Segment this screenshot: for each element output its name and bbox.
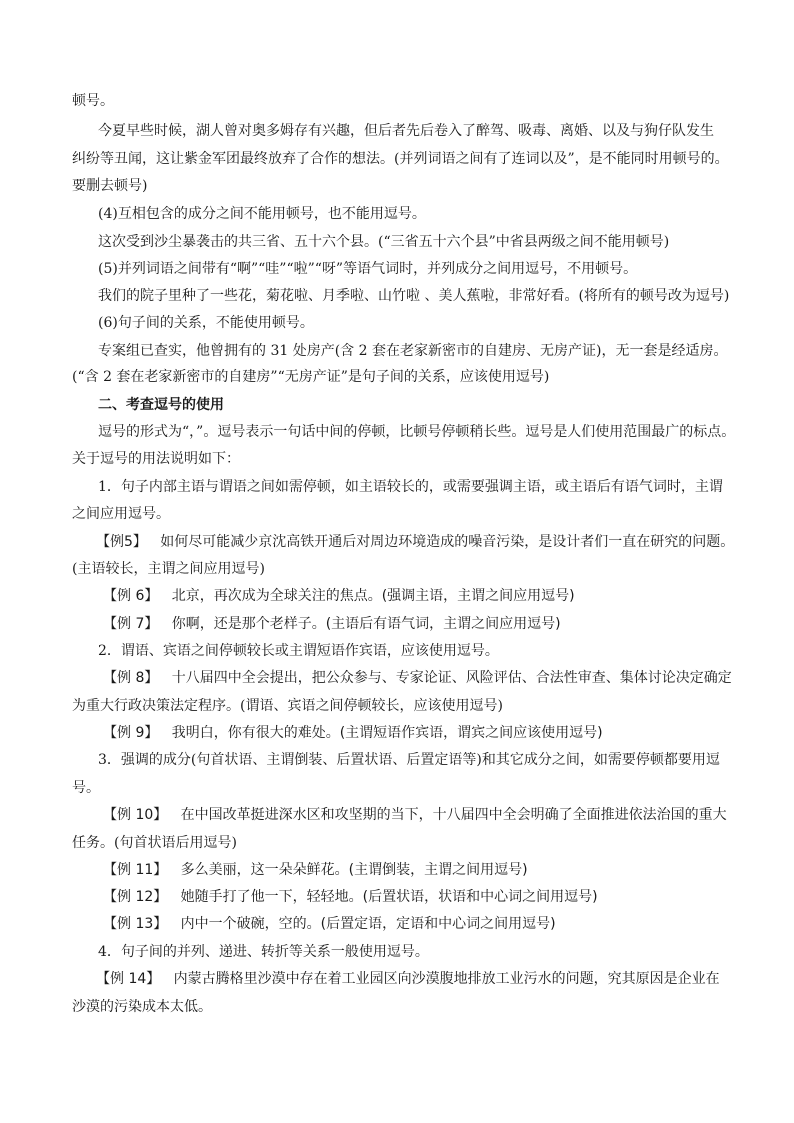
text-line: 之间应用逗号。: [72, 506, 170, 522]
text-line: 2．谓语、宾语之间停顿较长或主谓短语作宾语，应该使用逗号。: [98, 643, 499, 659]
text-line: (4)互相包含的成分之间不能用顿号，也不能用逗号。: [98, 206, 426, 222]
text-line: 关于逗号的用法说明如下：: [72, 451, 240, 467]
text-line: (6)句子间的关系，不能使用顿号。: [98, 315, 314, 331]
example-line: 【例 10】 在中国改革挺进深水区和攻坚期的当下，十八届四中全会明确了全面推进依法治国的重大: [103, 807, 727, 823]
text-line: 任务。(句首状语后用逗号): [72, 835, 237, 851]
example-line: 【例 9】 我明白，你有很大的难处。(主谓短语作宾语，谓宾之间应该使用逗号): [103, 725, 603, 741]
example-line: 【例 12】 她随手打了他一下，轻轻地。(后置状语，状语和中心词之间用逗号): [103, 889, 598, 905]
text-line: 3．强调的成分(句首状语、主谓倒装、后置状语、后置定语等)和其它成分之间，如需要停顿都要用逗: [98, 752, 720, 768]
text-line: 号。: [72, 780, 100, 796]
example-line: 【例 8】 十八届四中全会提出，把公众参与、专家论证、风险评估、合法性审查、集体讨论决定确定: [103, 670, 732, 686]
text-line: (5)并列词语之间带有“啊”“哇”“啦”“呀”等语气词时，并列成分之间用逗号，不用顿号。: [98, 261, 638, 277]
example-line: 【例5】 如何尽可能减少京沈高铁开通后对周边环境造成的噪音污染，是设计者们一直在研究的问题。: [96, 534, 735, 550]
section-heading: 二、考查逗号的使用: [98, 397, 224, 413]
example-line: 【例 11】 多么美丽，这一朵朵鲜花。(主谓倒装，主谓之间用逗号): [103, 862, 528, 878]
text-line: 逗号的形式为“，”。逗号表示一句话中间的停顿，比顿号停顿稍长些。逗号是人们使用范围最广的标点。: [98, 424, 736, 440]
text-line: 要删去顿号): [72, 178, 148, 194]
example-line: 【例 14】 内蒙古腾格里沙漠中存在着工业园区向沙漠腹地排放工业污水的问题，究其原因是企业在: [96, 971, 720, 987]
text-line: 顿号。: [72, 93, 114, 109]
text-line: 纠纷等丑闻，这让紫金军团最终放弃了合作的想法。(并列词语之间有了连词以及”，是不能同时用顿号的。: [72, 151, 729, 167]
text-line: (主语较长，主谓之间应用逗号): [72, 561, 265, 577]
example-line: 【例 13】 内中一个破碗，空的。(后置定语，定语和中心词之间用逗号): [103, 916, 556, 932]
text-line: 专案组已查实，他曾拥有的 31 处房产(含 2 套在老家新密市的自建房、无房产证)，无一套是经适房。: [98, 343, 728, 359]
text-line: 1．句子内部主语与谓语之间如需停顿，如主语较长的，或需要强调主语，或主语后有语气词时，主谓: [98, 479, 723, 495]
text-line: (“含 2 套在老家新密市的自建房”“无房产证”是句子间的关系，应该使用逗号): [72, 369, 550, 385]
text-line: 今夏早些时候，湖人曾对奥多姆存有兴趣，但后者先后卷入了醉驾、吸毒、离婚、以及与狗仔队发生: [98, 123, 714, 139]
text-line: 沙漠的污染成本太低。: [72, 999, 212, 1015]
text-line: 我们的院子里种了一些花，菊花啦、月季啦、山竹啦 、美人蕉啦，非常好看。(将所有的顿号改为逗号): [98, 288, 730, 304]
text-line: 这次受到沙尘暴袭击的共三省、五十六个县。(“三省五十六个县”中省县两级之间不能用顿号): [98, 234, 670, 250]
text-line: 4．句子间的并列、递进、转折等关系一般使用逗号。: [98, 944, 429, 960]
example-line: 【例 7】 你啊，还是那个老样子。(主语后有语气词，主谓之间应用逗号): [103, 616, 561, 632]
example-line: 【例 6】 北京，再次成为全球关注的焦点。(强调主语，主谓之间应用逗号): [103, 588, 575, 604]
text-line: 为重大行政决策法定程序。(谓语、宾语之间停顿较长，应该使用逗号): [72, 698, 503, 714]
